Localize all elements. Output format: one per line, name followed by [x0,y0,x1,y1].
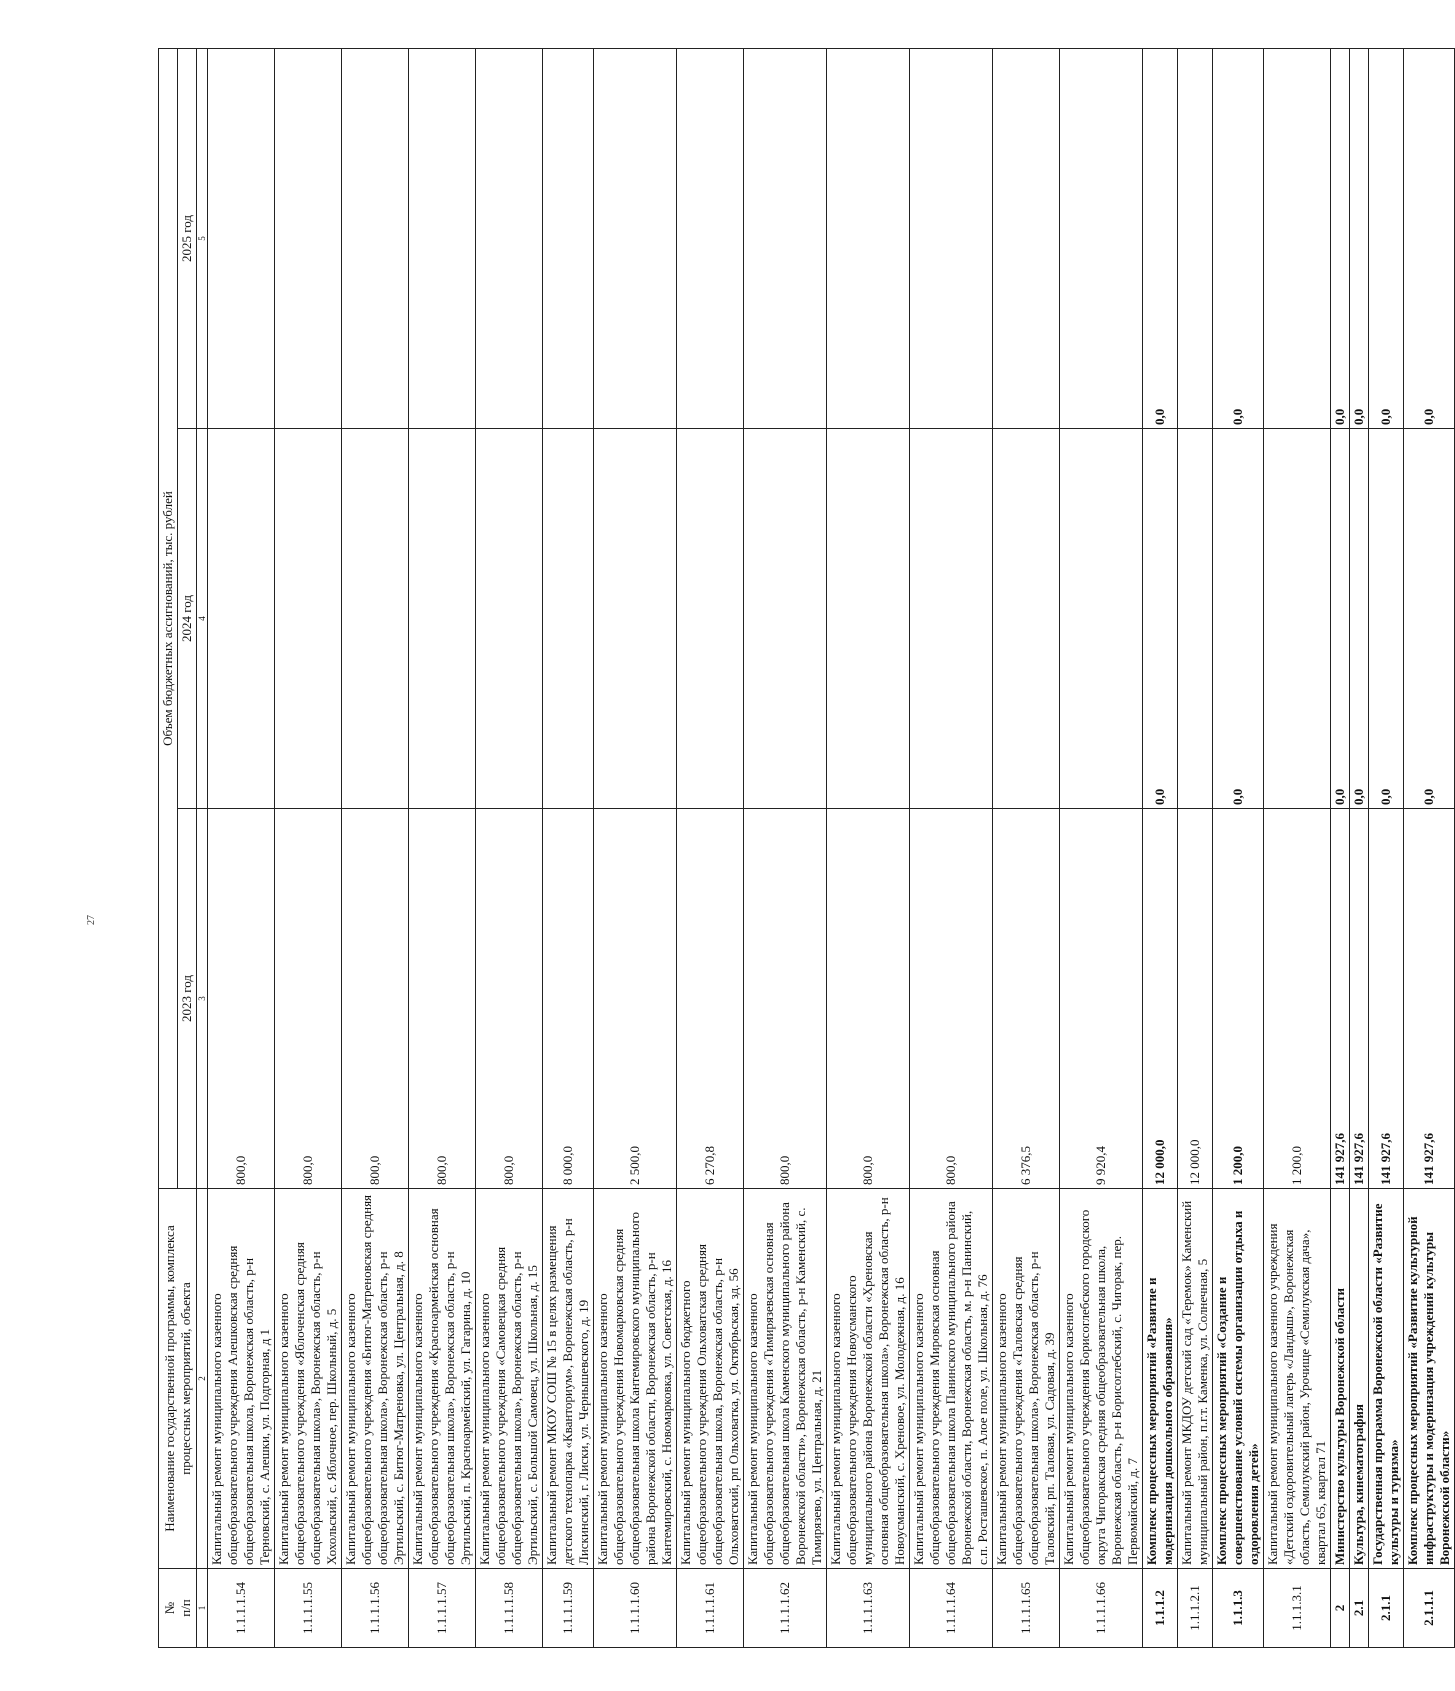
row-value-2023: 141 927,6 [1350,809,1369,1189]
table-row [993,49,1060,1648]
budget-table-sheet [158,48,1452,1648]
row-value-2025: 0,0 [1404,49,1455,429]
row-value-2024: 0,0 [1369,429,1404,809]
row-value-2024 [827,429,910,809]
table-row [476,49,543,1648]
row-value-2025 [1060,49,1143,429]
column-index: 3 [197,809,208,1189]
row-value-2025: 0,0 [1350,49,1369,429]
row-name: Капитальный ремонт муниципального казенного общеобразовательного учреждения Новоусманского муниципального района Воронежской области «Хреновская основная общеобразовательная школа», Воронежская область, р-н Новоусманский, с. Хреновое, ул. Молодежная, д. 16 [827,1189,910,1569]
row-value-2025: 0,0 [1331,49,1350,429]
table-row [910,49,993,1648]
row-value-2025 [1178,49,1213,429]
table-row [1060,49,1143,1648]
row-value-2023: 800,0 [476,809,543,1189]
row-value-2025 [1264,49,1331,429]
row-value-2024 [910,429,993,809]
header-name: Наименование государственной программы, комплекса процессных мероприятий, объекта [159,1189,197,1569]
row-value-2025 [827,49,910,429]
row-value-2023: 800,0 [342,809,409,1189]
row-name: Капитальный ремонт муниципального казенного общеобразовательного учреждения Борисоглебского городского округа Чигоракская средняя общеобразовательная школа, Воронежская область, р-н Борисоглебский, с. Чигорак, пер. Первомайский, д. 7 [1060,1189,1143,1569]
table-row [342,49,409,1648]
row-number: 1.1.1.1.65 [993,1569,1060,1648]
header-year-2024: 2024 год [178,429,197,809]
row-value-2023: 800,0 [910,809,993,1189]
row-number: 1.1.1.1.58 [476,1569,543,1648]
row-value-2025: 0,0 [1143,49,1178,429]
row-name: Капитальный ремонт муниципального казенного общеобразовательного учреждения «Яблоченская средняя общеобразовательная школа», Воронежская область, р-н Хохольский, с. Яблочное, пер. Школьный, д. 5 [275,1189,342,1569]
row-value-2024: 0,0 [1143,429,1178,809]
page-number: 27 [86,915,97,925]
row-value-2024 [275,429,342,809]
table-row [1404,49,1455,1648]
header-num: № п/п [159,1569,197,1648]
row-name: Капитальный ремонт муниципального казенного общеобразовательного учреждения «Таловская средняя общеобразовательная школа», Воронежская область, р-н Таловский, рп. Таловая, ул. Садовая, д. 39 [993,1189,1060,1569]
row-number: 1.1.1.1.60 [594,1569,677,1648]
row-value-2025 [594,49,677,429]
table-row [1178,49,1213,1648]
row-value-2023: 8 000,0 [543,809,594,1189]
row-name: Культура, кинематография [1350,1189,1369,1569]
row-value-2023: 800,0 [744,809,827,1189]
row-number: 1.1.1.1.66 [1060,1569,1143,1648]
row-value-2025 [342,49,409,429]
row-number: 2.1 [1350,1569,1369,1648]
table-row [1264,49,1331,1648]
column-index: 1 [197,1569,208,1648]
table-row [1213,49,1264,1648]
row-name: Комплекс процессных мероприятий «Развитие культурной инфраструктуры и модернизация учреждений культуры Воронежской области» [1404,1189,1455,1569]
row-value-2023: 141 927,6 [1331,809,1350,1189]
row-number: 1.1.1.2.1 [1178,1569,1213,1648]
row-number: 1.1.1.1.56 [342,1569,409,1648]
table-row [1369,49,1404,1648]
row-number: 1.1.1.3 [1213,1569,1264,1648]
row-name: Капитальный ремонт муниципального казенного общеобразовательного учреждения «Тимирязевская основная общеобразовательная школа Каменского муниципального района Воронежской области», Воронежская область, р-н Каменский, с. Тимирязево, ул. Центральная, д. 21 [744,1189,827,1569]
header-volume: Объем бюджетных ассигнований, тыс. рублей [159,49,178,1189]
row-value-2025 [275,49,342,429]
row-name: Капитальный ремонт муниципального казенного общеобразовательного учреждения Мировская основная общеобразовательная школа Панинского муниципального района Воронежской области, Воронежская область, м. р-н Панинский, с.п. Росташевское, п. Алое поле, ул. Школьная, д. 76 [910,1189,993,1569]
row-value-2023: 800,0 [208,809,275,1189]
row-value-2024 [1264,429,1331,809]
row-value-2025 [744,49,827,429]
row-name: Комплекс процессных мероприятий «Создание и совершенствование условий системы организации отдыха и оздоровления детей» [1213,1189,1264,1569]
row-value-2024 [409,429,476,809]
row-number: 2.1.1 [1369,1569,1404,1648]
row-number: 1.1.1.1.54 [208,1569,275,1648]
row-name: Капитальный ремонт муниципального казенного общеобразовательного учреждения «Красноармейская основная общеобразовательная школа», Воронежская область, р-н Эртильский, п. Красноармейский, ул. Гагарина, д. 10 [409,1189,476,1569]
row-value-2025 [993,49,1060,429]
row-value-2024 [744,429,827,809]
row-value-2023: 800,0 [409,809,476,1189]
header-year-2025: 2025 год [178,49,197,429]
column-index: 2 [197,1189,208,1569]
row-name: Комплекс процессных мероприятий «Развитие и модернизация дошкольного образования» [1143,1189,1178,1569]
row-value-2023: 141 927,6 [1404,809,1455,1189]
row-value-2023: 1 200,0 [1264,809,1331,1189]
row-number: 1.1.1.1.62 [744,1569,827,1648]
row-value-2023: 2 500,0 [594,809,677,1189]
row-value-2024 [342,429,409,809]
row-value-2024 [476,429,543,809]
row-value-2024: 0,0 [1331,429,1350,809]
row-value-2024 [543,429,594,809]
row-name: Государственная программа Воронежской области «Развитие культуры и туризма» [1369,1189,1404,1569]
row-number: 1.1.1.1.59 [543,1569,594,1648]
row-value-2023: 6 376,5 [993,809,1060,1189]
row-value-2023: 12 000,0 [1178,809,1213,1189]
row-value-2023: 12 000,0 [1143,809,1178,1189]
row-name: Капитальный ремонт муниципального казенного общеобразовательного учреждения Алешковская средняя общеобразовательная школа, Воронежская область, р-н Терновский, с. Алешки, ул. Подгорная, д 1 [208,1189,275,1569]
row-name: Капитальный ремонт муниципального бюджетного общеобразовательного учреждения Ольховатская средняя общеобразовательная школа, Воронежская область, р-н Ольховатский, рп Ольховатка, ул. Октябрьская, зд. 56 [677,1189,744,1569]
row-name: Капитальный ремонт муниципального казенного общеобразовательного учреждения «Самовецкая средняя общеобразовательная школа», Воронежская область, р-н Эртильский, с. Большой Самовец, ул. Школьная, д. 15 [476,1189,543,1569]
row-value-2024: 0,0 [1350,429,1369,809]
row-value-2025 [409,49,476,429]
header-year-2023: 2023 год [178,809,197,1189]
row-value-2024 [993,429,1060,809]
row-number: 1.1.1.1.64 [910,1569,993,1648]
row-value-2025: 0,0 [1369,49,1404,429]
header-row [159,49,178,1648]
row-value-2023: 6 270,8 [677,809,744,1189]
row-value-2023: 9 920,4 [1060,809,1143,1189]
column-index: 5 [197,49,208,429]
row-value-2025 [476,49,543,429]
row-name: Капитальный ремонт МКОУ СОШ № 15 в целях размещения детского технопарка «Кванториум», Воронежская область, р-н Лискинский, г. Лиски, ул. Чернышевского, д. 19 [543,1189,594,1569]
table-row [677,49,744,1648]
row-value-2024: 0,0 [1213,429,1264,809]
row-value-2024 [594,429,677,809]
row-value-2024 [1178,429,1213,809]
row-number: 2.1.1.1 [1404,1569,1455,1648]
row-number: 1.1.1.1.63 [827,1569,910,1648]
row-value-2025: 0,0 [1213,49,1264,429]
row-name: Министерство культуры Воронежской области [1331,1189,1350,1569]
row-name: Капитальный ремонт муниципального казенного общеобразовательного учреждения Новомарковская средняя общеобразовательная школа Кантемировского муниципального района Воронежской области, Воронежская область, р-н Кантемировский, с. Новомарковка, ул. Советская, д. 16 [594,1189,677,1569]
table-row [1143,49,1178,1648]
table-row [1331,49,1350,1648]
row-value-2025 [910,49,993,429]
table-row [208,49,275,1648]
row-name: Капитальный ремонт МКДОУ детский сад «Теремок» Каменский муниципальный район, п.г.т. Каменка, ул. Солнечная, 5 [1178,1189,1213,1569]
row-value-2023: 800,0 [827,809,910,1189]
row-value-2023: 1 200,0 [1213,809,1264,1189]
row-number: 1.1.1.1.61 [677,1569,744,1648]
table-body [208,49,1455,1648]
row-value-2024: 0,0 [1404,429,1455,809]
table-row [827,49,910,1648]
row-value-2023: 800,0 [275,809,342,1189]
row-name: Капитальный ремонт муниципального казенного общеобразовательного учреждения «Битюг-Матреновская средняя общеобразовательная школа», Воронежская область, р-н Эртильский, с. Битюг-Матреновка, ул. Центральная, д. 8 [342,1189,409,1569]
row-number: 2 [1331,1569,1350,1648]
row-number: 1.1.1.2 [1143,1569,1178,1648]
row-number: 1.1.1.1.55 [275,1569,342,1648]
row-value-2025 [677,49,744,429]
table-row [744,49,827,1648]
budget-table [158,48,1455,1648]
row-value-2024 [677,429,744,809]
table-row [1350,49,1369,1648]
row-value-2023: 141 927,6 [1369,809,1404,1189]
column-index-row [197,49,208,1648]
row-number: 1.1.1.1.57 [409,1569,476,1648]
table-row [543,49,594,1648]
row-value-2024 [1060,429,1143,809]
row-name: Капитальный ремонт муниципального казенного учреждения «Детский оздоровительный лагерь «Ландыш», Воронежская область, Семилукский район, Урочище «Семилукская дача», квартал 65, квартал 71 [1264,1189,1331,1569]
table-row [275,49,342,1648]
column-index: 4 [197,429,208,809]
row-number: 1.1.1.3.1 [1264,1569,1331,1648]
row-value-2024 [208,429,275,809]
row-value-2025 [543,49,594,429]
row-value-2025 [208,49,275,429]
table-row [594,49,677,1648]
table-row [409,49,476,1648]
